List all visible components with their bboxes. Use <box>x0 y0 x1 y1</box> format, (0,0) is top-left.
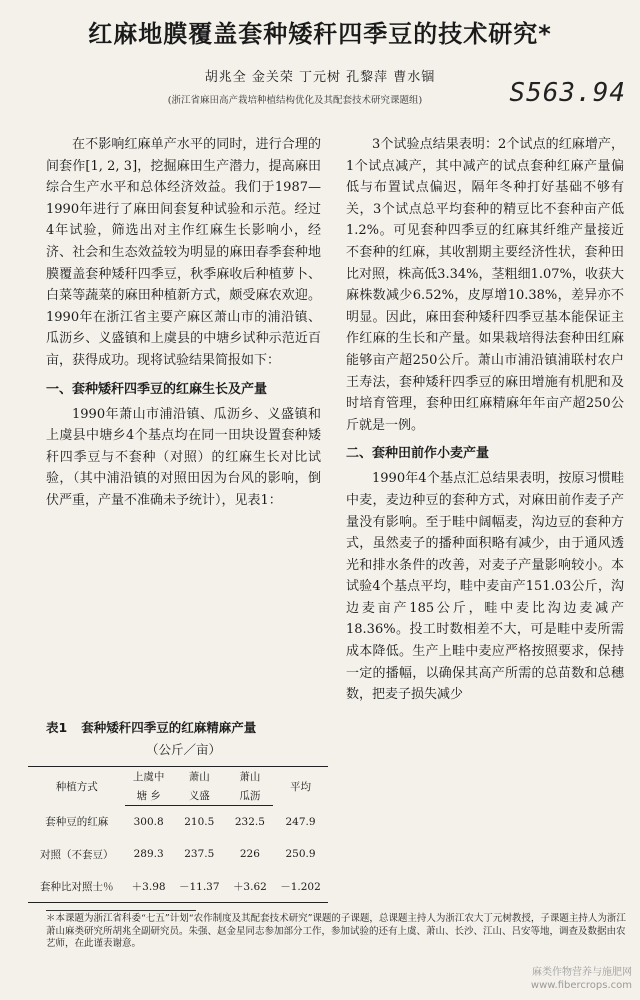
table-cell: 300.8 <box>133 816 164 828</box>
table-cell: －1.202 <box>273 870 328 903</box>
section1-paragraph: 1990年萧山市浦沿镇、瓜沥乡、义盛镇和上虞县中塘乡4个基点均在同一田块设置套种矮秆四季豆与不套种（对照）的红麻生长对比试验，（其中浦沿镇的对照田因为台风的影响，倒伏严重，产量不准确未予统计），见表1： <box>46 406 321 508</box>
table-cell: 210.5 <box>184 816 215 828</box>
col-subheader-zhongtang: 塘 乡 <box>125 786 171 806</box>
col-header-xiaoshan-1: 萧山 <box>172 767 227 787</box>
col-subheader-guali: 瓜沥 <box>227 786 273 806</box>
col-header-average: 平均 <box>273 767 328 806</box>
paper-title: 红麻地膜覆盖套种矮秆四季豆的技术研究* <box>88 20 552 48</box>
section-heading-1: 一、套种矮秆四季豆的红麻生长及产量 <box>46 381 268 397</box>
table-unit: （公斤／亩） <box>145 742 221 757</box>
intro-paragraph: 在不影响红麻单产水平的同时，进行合理的间套作[1, 2, 3]，挖掘麻田生产潜力，提高麻田综合生产水平和总体经济效益。我们于1987—1990年进行了麻田间套复种试验和示范。经过4年试验，筛选出对主作红麻生长影响小，经济、社会和生态效益较为明显的麻田春季套种地膜覆盖套种矮秆四季豆，秋季麻收后种植萝卜、白菜等蔬菜的麻田种植新方式，颇受麻农欢迎。1990年在浙江省主要产麻区萧山市的浦沿镇、瓜沥乡、义盛镇和上虞县的中塘乡试种示范近百亩，获得成功。现将试验结果简报如下： <box>46 137 321 368</box>
handwritten-call-number: S563.94 <box>509 78 626 108</box>
table-caption <box>46 718 321 736</box>
watermark-line-2: www.fibercrops.com <box>530 980 632 991</box>
site-watermark <box>531 966 632 992</box>
col-header-shangyu: 上虞中 <box>125 767 171 787</box>
table-title: 套种矮秆四季豆的红麻精麻产量 <box>81 720 257 735</box>
table-row <box>28 838 328 870</box>
yield-table <box>28 766 328 903</box>
section-heading-2: 二、套种田前作小麦产量 <box>346 446 490 462</box>
table-cell: 289.3 <box>133 848 164 860</box>
table-cell: 套种比对照士％ <box>28 870 125 903</box>
col-header-xiaoshan-2: 萧山 <box>227 767 273 787</box>
col-header-method: 种植方式 <box>28 767 125 806</box>
table-cell: ＋3.98 <box>125 870 171 903</box>
table-cell: 237.5 <box>184 848 215 860</box>
wheat-paragraph: 1990年4个基点汇总结果表明，按原习惯畦中麦，麦边种豆的套种方式，对麻田前作麦子产量没有影响。至于畦中阔幅麦，沟边豆的套种方式，虽然麦子的播种面积略有减少，由于通风透光和排水条件的改善，对麦子产量影响较小。本试验4个基点平均，畦中麦亩产151.03公斤，沟边麦亩产185公斤，畦中麦比沟边麦减产18.36%。投工时数相差不大，可是畦中麦所需成本降低。生产上畦中麦应严格按照要求，保持一定的播幅，以确保其高产所需的总苗数和总穗数，把麦子损失减少 <box>346 471 624 703</box>
footnote-divider <box>46 910 196 911</box>
watermark-line-1: 麻类作物营养与施肥网 <box>532 967 632 978</box>
author-list: 胡兆全 金关荣 丁元树 孔黎萍 曹水锢 <box>204 70 436 85</box>
affiliation: (浙江省麻田高产栽培种植结构优化及其配套技术研究课题组) <box>167 95 423 106</box>
table-row <box>28 806 328 839</box>
col-subheader-yisheng: 义盛 <box>172 786 227 806</box>
left-column <box>46 134 321 512</box>
table-cell: －11.37 <box>172 870 227 903</box>
table-row <box>28 870 328 903</box>
table-cell: 232.5 <box>234 816 265 828</box>
table-cell: 226 <box>239 848 260 860</box>
table-cell: ＋3.62 <box>227 870 273 903</box>
table-cell: 247.9 <box>285 815 316 828</box>
footnote: ＊本课题为浙江省科委“七五”计划“农作制度及其配套技术研究”课题的子课题，总课题主持人为浙江农大丁元树教授，子课题主持人为浙江萧山麻类研究所胡兆全副研究员。朱强、赵金星同志参加部分工作，参加试验的还有上虞、萧山、长沙、江山、吕安等地，调查及数据由农艺师，在此谨表谢意。 <box>46 913 626 949</box>
results-paragraph: 3个试验点结果表明：2个试点的红麻增产，1个试点减产，其中减产的试点套种红麻产量偏低与布置试点偏迟，隔年冬种打好基础不够有关，3个试点总平均套种的精豆比不套种亩产低1.2%。可见套种四季豆的红麻其纤维产量接近不套种的红麻，其收割期主要经济性状，套种田比对照，株高低3.34%，茎粗细1.07%，收获大麻株数减少6.52%，皮厚增10.38%，差异亦不明显。因此，麻田套种矮秆四季豆基本能保证主作红麻的生长和产量。如果栽培得法套种田红麻能够亩产超250公斤。萧山市浦沿镇浦联村农户王寿法，套种矮秆四季豆的麻田增施有机肥和及时培育管理，套种田红麻精麻年年亩产超250公斤就是一例。 <box>346 137 624 433</box>
table-cell: 对照（不套豆） <box>39 848 114 861</box>
table-cell: 250.9 <box>285 848 316 860</box>
table-cell: 套种豆的红麻 <box>45 816 109 829</box>
table-number: 表1 <box>46 720 68 735</box>
right-column <box>346 134 624 706</box>
